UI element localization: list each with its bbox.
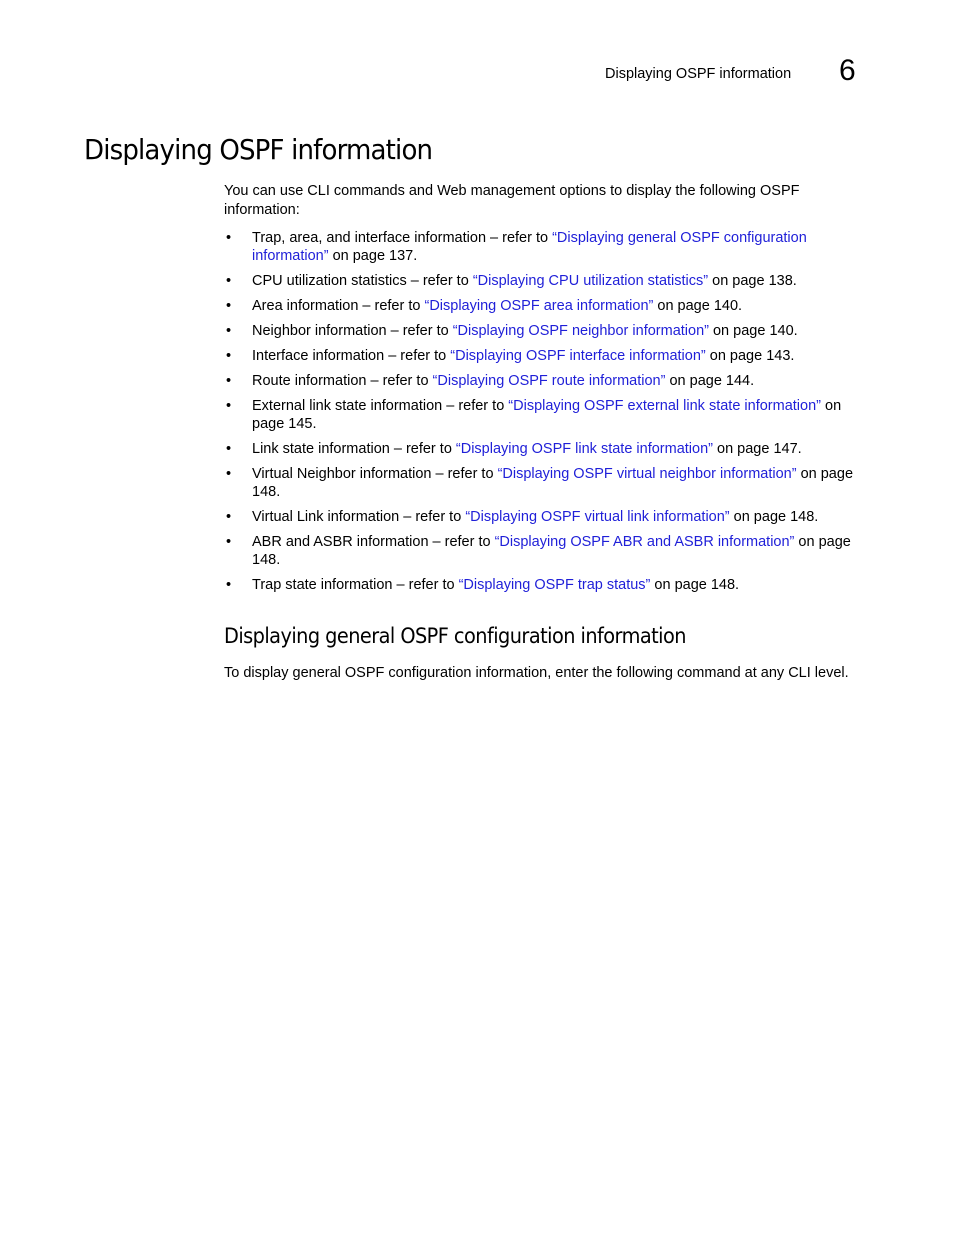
bullet-icon: • xyxy=(226,298,232,314)
cross-reference-link[interactable]: “Displaying OSPF neighbor information” xyxy=(452,323,709,339)
list-item xyxy=(224,322,864,340)
bullet-icon: • xyxy=(226,534,232,550)
bullet-icon: • xyxy=(226,230,232,246)
chapter-number: 6 xyxy=(839,54,856,87)
item-page-ref: on page 143. xyxy=(705,348,795,364)
list-item xyxy=(224,272,864,290)
bullet-icon: • xyxy=(226,509,232,525)
intro-paragraph: You can use CLI commands and Web management options to display the following OSPF information: xyxy=(224,183,800,218)
subsection-title: Displaying general OSPF configuration information xyxy=(224,624,686,648)
list-item xyxy=(224,372,864,390)
item-text: ABR and ASBR information – refer to xyxy=(252,534,495,550)
item-page-ref: on page 144. xyxy=(665,373,755,389)
item-page-ref: on page 138. xyxy=(708,273,797,289)
item-text: Route information – refer to xyxy=(252,373,433,389)
cross-reference-link[interactable]: “Displaying OSPF area information” xyxy=(424,298,654,314)
list-item xyxy=(224,229,864,265)
cross-reference-link[interactable]: “Displaying OSPF trap status” xyxy=(458,577,651,593)
item-text: Trap, area, and interface information – refer to xyxy=(252,230,553,246)
item-page-ref: on page 148. xyxy=(252,534,851,568)
bullet-icon: • xyxy=(226,273,232,289)
list-item xyxy=(224,297,864,315)
running-head: Displaying OSPF information xyxy=(605,66,792,82)
item-page-ref: on page 140. xyxy=(653,298,743,314)
cross-reference-link[interactable]: “Displaying OSPF link state information” xyxy=(455,441,713,457)
item-page-ref: on page 140. xyxy=(708,323,798,339)
list-item xyxy=(224,576,864,594)
bullet-icon: • xyxy=(226,466,232,482)
item-text: Interface information – refer to xyxy=(252,348,451,364)
cross-reference-link[interactable]: “Displaying OSPF route information” xyxy=(432,373,666,389)
item-text: Trap state information – refer to xyxy=(252,577,459,593)
list-item xyxy=(224,533,864,569)
item-text: Neighbor information – refer to xyxy=(252,323,453,339)
cross-reference-link[interactable]: “Displaying general OSPF configuration information” xyxy=(252,230,807,264)
page-title: Displaying OSPF information xyxy=(84,133,433,166)
cross-reference-list xyxy=(224,229,864,601)
item-text: Area information – refer to xyxy=(252,298,425,314)
bullet-icon: • xyxy=(226,323,232,339)
list-item xyxy=(224,397,864,433)
item-text: Virtual Neighbor information – refer to xyxy=(252,466,498,482)
list-item xyxy=(224,347,864,365)
list-item xyxy=(224,508,864,526)
cross-reference-link[interactable]: “Displaying OSPF ABR and ASBR information” xyxy=(494,534,795,550)
item-text: Link state information – refer to xyxy=(252,441,456,457)
cross-reference-link[interactable]: “Displaying OSPF virtual neighbor information” xyxy=(497,466,797,482)
subsection-paragraph: To display general OSPF configuration information, enter the following command at any CLI level. xyxy=(224,665,849,681)
cross-reference-link[interactable]: “Displaying CPU utilization statistics” xyxy=(472,273,709,289)
bullet-icon: • xyxy=(226,398,232,414)
item-page-ref: on page 148. xyxy=(729,509,819,525)
bullet-icon: • xyxy=(226,348,232,364)
item-page-ref: on page 145. xyxy=(252,398,842,432)
cross-reference-link[interactable]: “Displaying OSPF virtual link information” xyxy=(465,509,730,525)
cross-reference-link[interactable]: “Displaying OSPF external link state information” xyxy=(508,398,821,414)
item-page-ref: on page 148. xyxy=(650,577,740,593)
item-page-ref: on page 148. xyxy=(252,466,854,500)
item-page-ref: on page 137. xyxy=(328,248,418,264)
bullet-icon: • xyxy=(226,373,232,389)
item-text: Virtual Link information – refer to xyxy=(252,509,466,525)
item-page-ref: on page 147. xyxy=(712,441,802,457)
cross-reference-link[interactable]: “Displaying OSPF interface information” xyxy=(450,348,706,364)
item-text: CPU utilization statistics – refer to xyxy=(252,273,473,289)
list-item xyxy=(224,440,864,458)
bullet-icon: • xyxy=(226,441,232,457)
bullet-icon: • xyxy=(226,577,232,593)
list-item xyxy=(224,465,864,501)
item-text: External link state information – refer to xyxy=(252,398,509,414)
